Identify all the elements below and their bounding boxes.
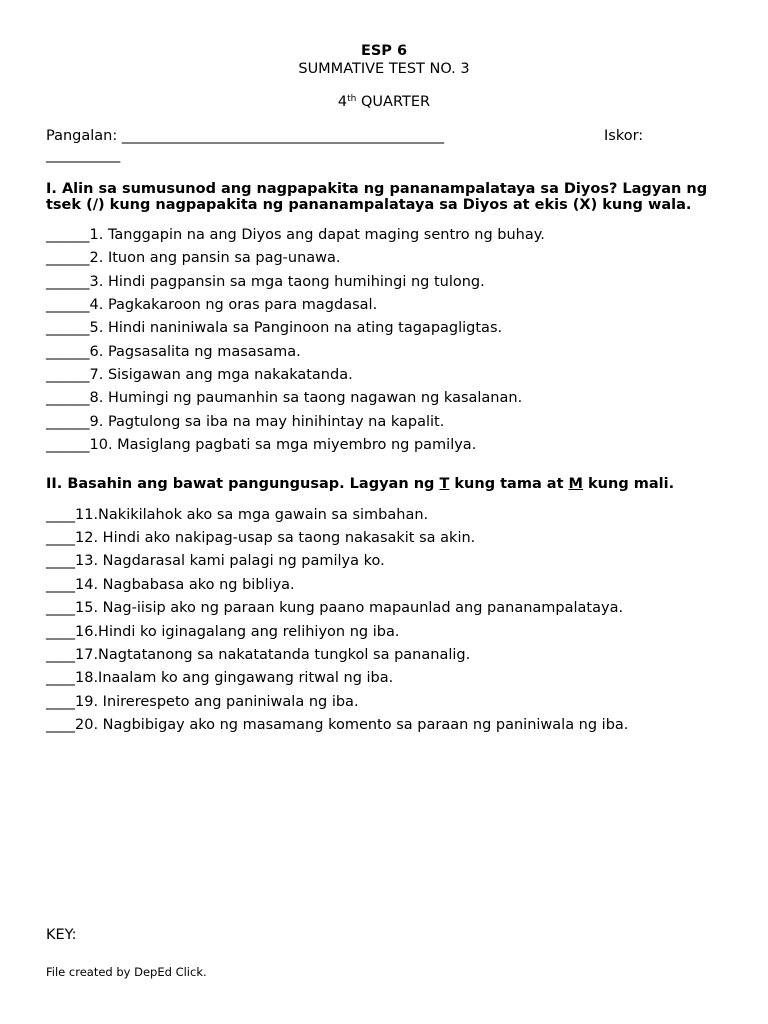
file-credit: File created by DepEd Click. [46,965,207,979]
list-item: ____18.Inaalam ko ang gingawang ritwal ng iba. [46,670,394,686]
section-2-heading-end: kung mali. [582,476,675,492]
tama-letter: T [439,476,450,492]
list-item: ______4. Pagkakaroon ng oras para magdasal. [46,297,378,313]
quarter-label: QUARTER [356,94,431,110]
mali-letter: M [568,476,583,492]
list-item: ______1. Tanggapin na ang Diyos ang dapat maging sentro ng buhay. [46,227,545,243]
quarter-superscript: th [347,94,357,104]
list-item: ______8. Humingi ng paumanhin sa taong nagawan ng kasalanan. [46,390,523,406]
key-label: KEY: [46,927,77,943]
list-item: ______3. Hindi pagpansin sa mga taong humihingi ng tulong. [46,274,485,290]
list-item: ____14. Nagbabasa ako ng bibliya. [46,577,295,593]
list-item: ____13. Nagdarasal kami palagi ng pamilya ko. [46,553,385,569]
section-1-heading: I. Alin sa sumusunod ang nagpapakita ng pananampalataya sa Diyos? Lagyan ng tsek (/) kung nagpapakita ng pananampalataya sa Diyos at ekis (X) kung wala. [46,181,708,213]
name-label: Pangalan: [46,128,122,144]
list-item: ____12. Hindi ako nakipag-usap sa taong nakasakit sa akin. [46,530,476,546]
subject-title: ESP 6 [360,43,408,59]
name-line: ________________________________________________ [121,128,444,144]
section-2-heading-middle: kung tama at [449,476,569,492]
quarter-number: 4 [337,94,348,110]
name-field [46,128,443,144]
list-item: ____20. Nagbibigay ako ng masamang komento sa paraan ng paniniwala ng iba. [46,717,629,733]
score-line: ___________ [46,147,120,163]
score-label: Iskor: [604,128,644,144]
list-item: ______6. Pagsasalita ng masasama. [46,344,301,360]
quarter-title [0,94,768,110]
list-item: ______5. Hindi naniniwala sa Panginoon na ating tagapagligtas. [46,320,503,336]
list-item: ______9. Pagtulong sa iba na may hinihintay na kapalit. [46,414,445,430]
section-2-heading [46,476,674,492]
list-item: ____17.Nagtatanong sa nakatatanda tungkol sa pananalig. [46,647,471,663]
list-item: ____19. Inirerespeto ang paniniwala ng iba. [46,694,359,710]
list-item: ____16.Hindi ko iginagalang ang relihiyon ng iba. [46,624,400,640]
list-item: ______10. Masiglang pagbati sa mga miyembro ng pamilya. [46,437,477,453]
list-item: ____15. Nag-iisip ako ng paraan kung paano mapaunlad ang pananampalataya. [46,600,624,616]
section-2-heading-text: II. Basahin ang bawat pangungusap. Lagyan ng [46,476,440,492]
list-item: ______2. Ituon ang pansin sa pag-unawa. [46,250,341,266]
list-item: ____11.Nakikilahok ako sa mga gawain sa simbahan. [46,507,429,523]
test-title: SUMMATIVE TEST NO. 3 [298,61,470,77]
list-item: ______7. Sisigawan ang mga nakakatanda. [46,367,353,383]
